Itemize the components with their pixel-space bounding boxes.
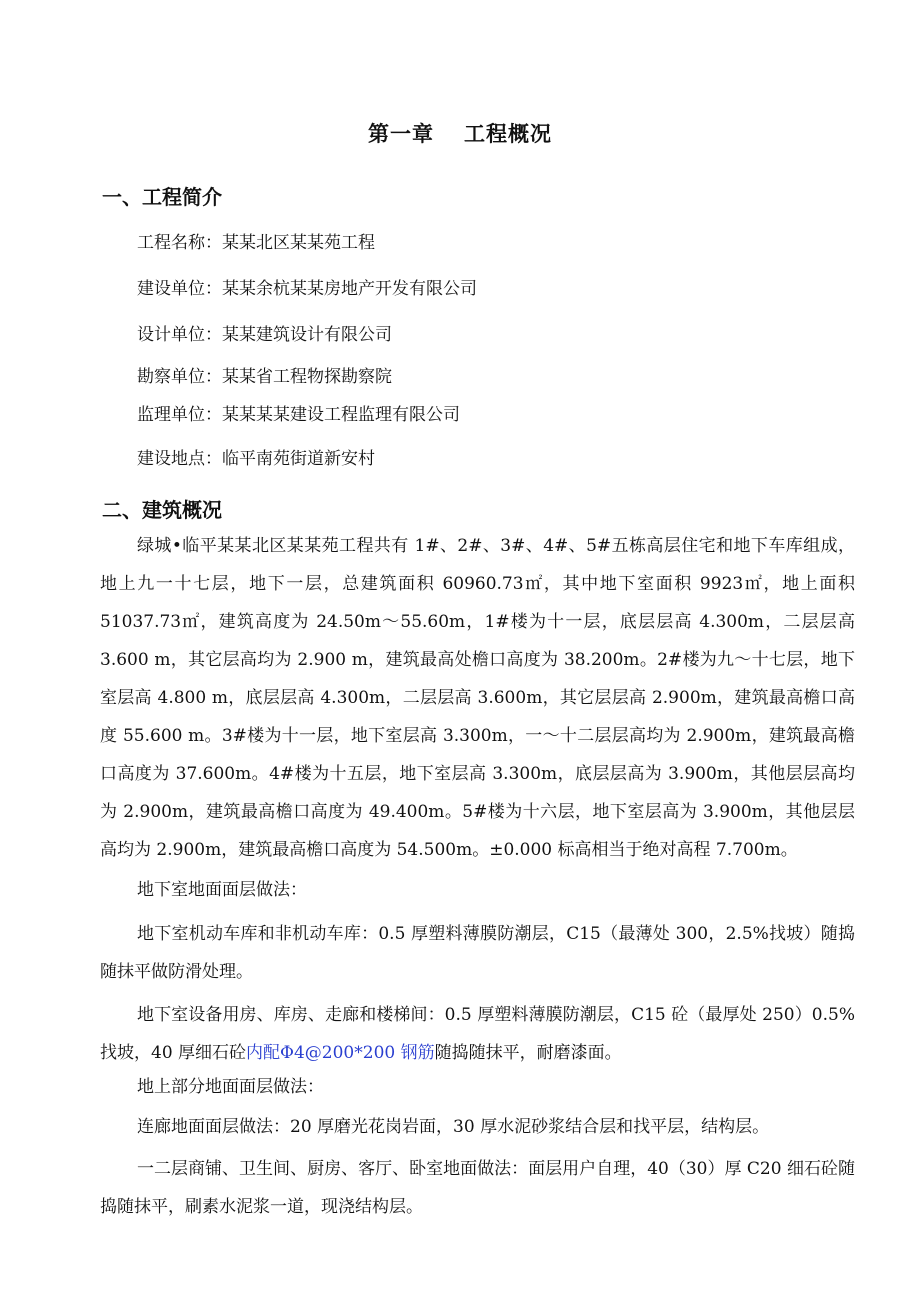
chapter-name: 工程概况 (464, 122, 552, 146)
basement-rooms-text-post: 随捣随抹平，耐磨漆面。 (434, 1043, 622, 1063)
basement-garage-paragraph: 地下室机动车库和非机动车库：0.5 厚塑料薄膜防潮层，C15（最薄处 300，2.5%找坡）随捣随抹平做防滑处理。 (100, 924, 855, 982)
chapter-title (0, 118, 920, 148)
info-client: 建设单位：某某余杭某某房地产开发有限公司 (137, 279, 477, 299)
info-project-name: 工程名称：某某北区某某苑工程 (137, 233, 375, 253)
basement-rooms-paragraph (100, 996, 855, 1072)
info-surveyor: 勘察单位：某某省工程物探勘察院 (137, 367, 392, 387)
section-heading-building-overview: 二、建筑概况 (102, 498, 222, 522)
chapter-number: 第一章 (368, 122, 434, 146)
info-location: 建设地点：临平南苑街道新安村 (137, 449, 375, 469)
rebar-spec-link[interactable]: 内配Φ4@200*200 钢筋 (246, 1043, 435, 1063)
building-overview-paragraph: 绿城•临平某某北区某某苑工程共有 1#、2#、3#、4#、5#五栋高层住宅和地下车库组成，地上九一十七层，地下一层，总建筑面积 60960.73㎡，其中地下室面积 9923㎡，地上面积 51037.73㎡，建筑高度为 24.50m～55.60m，1#楼为十一层，底层层高 4.300m，二层层高 3.600 m，其它层高均为 2.900 m，建筑最高处檐口高度为 38.200m。2#楼为九～十七层，地下室层高 4.800 m，底层层高 4.300m，二层层高 3.600m，其它层层高 2.900m，建筑最高檐口高度 55.600 m。3#楼为十一层，地下室层高 3.300m，一～十二层层高均为 2.900m，建筑最高檐口高度为 37.600m。4#楼为十五层，地下室层高 3.300m，底层层高为 3.900m，其他层层高均为 2.900m，建筑最高檐口高度为 49.400m。5#楼为十六层，地下室层高为 3.900m，其他层层高均为 2.900m，建筑最高檐口高度为 54.500m。±0.000 标高相当于绝对高程 7.700m。 (100, 536, 855, 860)
ground-floor-title: 地上部分地面面层做法： (137, 1077, 324, 1097)
info-designer: 设计单位：某某建筑设计有限公司 (137, 325, 392, 345)
section-heading-project-intro: 一、工程简介 (102, 185, 222, 209)
corridor-paragraph: 连廊地面面层做法：20 厚磨光花岗岩面，30 厚水泥砂浆结合层和找平层，结构层。 (137, 1117, 770, 1137)
info-supervisor: 监理单位：某某某某建设工程监理有限公司 (137, 405, 460, 425)
shops-paragraph: 一二层商铺、卫生间、厨房、客厅、卧室地面做法：面层用户自理，40（30）厚 C20 细石砼随捣随抹平，刷素水泥浆一道，现浇结构层。 (100, 1159, 855, 1217)
basement-floor-title: 地下室地面面层做法： (137, 880, 307, 900)
basement-rooms-text-pre: 地下室设备用房、库房、走廊和楼梯间：0.5 厚塑料薄膜防潮层，C15 砼（最厚处 250）0.5%找坡，40 厚细石砼 (100, 1005, 855, 1063)
